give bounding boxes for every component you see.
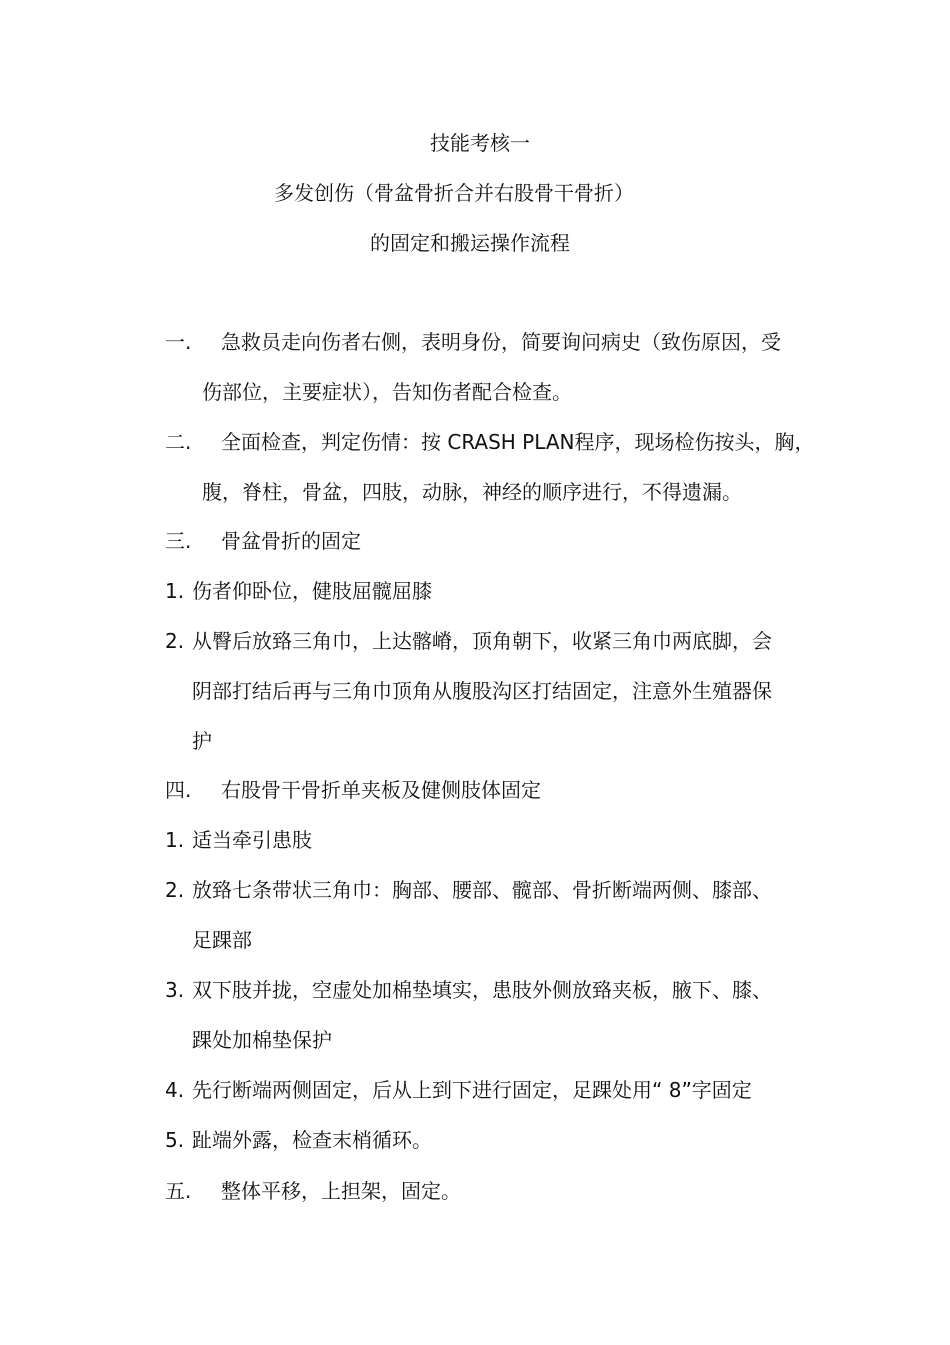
section-2-number: 二. <box>165 430 192 454</box>
section-1-number: 一. <box>165 330 192 354</box>
section-3-item-2-line-1: 从臀后放臵三角巾，上达髂嵴，顶角朝下，收紧三角巾两底脚，会 <box>192 629 772 653</box>
section-3-item-1-number: 1. <box>165 579 185 603</box>
title-line-3: 的固定和搬运操作流程 <box>370 231 570 255</box>
section-4-item-2-number: 2. <box>165 878 185 902</box>
title-line-1: 技能考核一 <box>430 131 530 155</box>
section-5-number: 五. <box>165 1179 192 1203</box>
section-3-title: 骨盆骨折的固定 <box>221 529 361 553</box>
section-4-item-3-line-1: 双下肢并拢，空虚处加棉垫填实，患肢外侧放臵夹板，腋下、膝、 <box>192 978 772 1002</box>
section-4-item-2-line-2: 足踝部 <box>192 928 252 952</box>
section-4-item-4-number: 4. <box>165 1078 185 1102</box>
section-4-item-2-line-1: 放臵七条带状三角巾：胸部、腰部、髋部、骨折断端两侧、膝部、 <box>192 878 772 902</box>
section-2-line-2: 腹，脊柱，骨盆，四肢，动脉，神经的顺序进行，不得遗漏。 <box>202 480 742 504</box>
title-line-2: 多发创伤（骨盆骨折合并右股骨干骨折） <box>274 181 634 205</box>
section-5-title: 整体平移，上担架，固定。 <box>221 1179 461 1203</box>
section-4-item-5-number: 5. <box>165 1128 185 1152</box>
section-4-item-3-line-2: 踝处加棉垫保护 <box>192 1028 332 1052</box>
section-4-number: 四. <box>165 778 192 802</box>
section-2-line-1: 全面检查，判定伤情：按 CRASH PLAN程序，现场检伤按头，胸， <box>221 430 815 454</box>
section-3-item-2-line-2: 阴部打结后再与三角巾顶角从腹股沟区打结固定，注意外生殖器保 <box>192 679 772 703</box>
section-4-item-3-number: 3. <box>165 978 185 1002</box>
section-3-item-1-line-1: 伤者仰卧位，健肢屈髋屈膝 <box>192 579 432 603</box>
section-4-item-4-line-1: 先行断端两侧固定，后从上到下进行固定，足踝处用“ 8”字固定 <box>192 1078 752 1102</box>
section-3-number: 三. <box>165 529 192 553</box>
section-1-line-2: 伤部位，主要症状），告知伤者配合检查。 <box>202 380 572 404</box>
section-3-item-2-number: 2. <box>165 629 185 653</box>
section-4-item-1-number: 1. <box>165 828 185 852</box>
section-4-item-5-line-1: 趾端外露，检查末梢循环。 <box>192 1128 432 1152</box>
section-4-item-1-line-1: 适当牵引患肢 <box>192 828 312 852</box>
section-1-line-1: 急救员走向伤者右侧，表明身份，简要询问病史（致伤原因，受 <box>221 330 781 354</box>
section-3-item-2-line-3: 护 <box>192 729 212 753</box>
section-4-title: 右股骨干骨折单夹板及健侧肢体固定 <box>221 778 541 802</box>
